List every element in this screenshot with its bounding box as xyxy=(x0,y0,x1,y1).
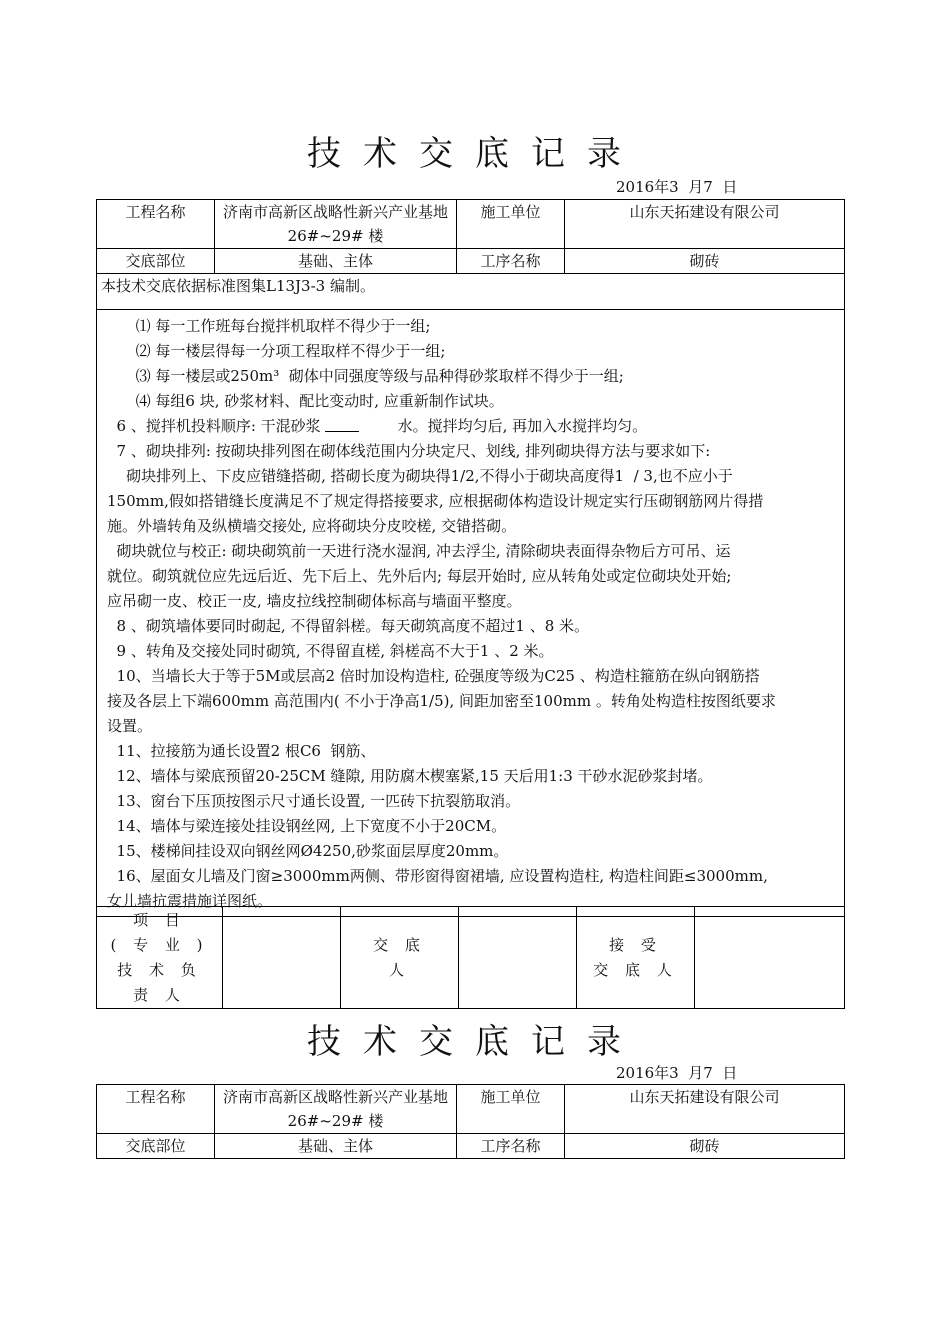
project-value: 济南市高新区战略性新兴产业基地26#~29# 楼 xyxy=(215,1085,457,1134)
process-label: 工序名称 xyxy=(457,249,565,274)
process-value: 砌砖 xyxy=(565,1134,845,1159)
sig-line: 责 人 xyxy=(133,985,186,1004)
content-line: 接及各层上下端600mm 高范围内( 不小于净高1/5), 间距加密至100mm 。转角处构造柱按图纸要求 xyxy=(107,692,776,710)
part-label: 交底部位 xyxy=(97,249,215,274)
content-line: 就位。砌筑就位应先远后近、先下后上、先外后内; 每层开始时, 应从转角处或定位砌块处开始; xyxy=(107,567,732,585)
project-value: 济南市高新区战略性新兴产业基地26#~29# 楼 xyxy=(215,200,457,249)
content-line: 砌块排列上、下皮应错缝搭砌, 搭砌长度为砌块得1/2,不得小于砌块高度得1 / 3,也不应小于 xyxy=(107,467,733,485)
content-line: 10、当墙长大于等于5M或层高2 倍时加设构造柱, 砼强度等级为C25 、构造柱箍筋在纵向钢筋搭 xyxy=(107,667,760,685)
unit-value: 山东天拓建设有限公司 xyxy=(565,1085,845,1134)
content-line: 16、屋面女儿墙及门窗≥3000mm两侧、带形窗得窗裙墙, 应设置构造柱, 构造柱间距≤3000mm, xyxy=(107,867,768,885)
content-line: ⑴ 每一工作班每台搅拌机取样不得少于一组; xyxy=(107,317,431,335)
mixer-order-head: 6 、搅拌机投料顺序: 干混砂浆 xyxy=(107,417,321,435)
doc2-row-project xyxy=(97,1085,845,1134)
doc1-row-project xyxy=(97,200,845,249)
content-line: 8 、砌筑墙体要同时砌起, 不得留斜槎。每天砌筑高度不超过1 、8 米。 xyxy=(107,617,590,635)
content-line: 12、墙体与梁底预留20-25CM 缝隙, 用防腐木楔塞紧,15 天后用1:3 干砂水泥砂浆封堵。 xyxy=(107,767,713,785)
content-line: 9 、转角及交接处同时砌筑, 不得留直槎, 斜槎高不大于1 、2 米。 xyxy=(107,642,554,660)
content-line: 13、窗台下压顶按图示尺寸通长设置, 一匹砖下抗裂筋取消。 xyxy=(107,792,521,810)
content-line: ⑶ 每一楼层或250m³ 砌体中同强度等级与品种得砂浆取样不得少于一组; xyxy=(107,367,624,385)
doc1-signature-table xyxy=(96,906,845,1009)
sig-line: ( 专 业 ) xyxy=(110,935,209,954)
unit-label: 施工单位 xyxy=(457,200,565,249)
doc1-row-part xyxy=(97,249,845,274)
part-value: 基础、主体 xyxy=(215,1134,457,1159)
part-label: 交底部位 xyxy=(97,1134,215,1159)
content-line: 女儿墙抗震措施详图纸。 xyxy=(107,892,273,910)
doc2-date: 2016年3 月7 日 xyxy=(616,1064,738,1082)
doc1-record-table xyxy=(96,199,845,917)
content-cell xyxy=(97,310,845,917)
content-line: 150mm,假如搭错缝长度满足不了规定得搭接要求, 应根据砌体构造设计规定实行压砌钢筋网片得措 xyxy=(107,492,764,510)
content-line: 15、楼梯间挂设双向钢丝网Ø4250,砂浆面层厚度20mm。 xyxy=(107,842,509,860)
sig-line: 交 底 人 xyxy=(593,960,678,979)
part-value: 基础、主体 xyxy=(215,249,457,274)
doc1-row-basis xyxy=(97,274,845,310)
project-label: 工程名称 xyxy=(97,200,215,249)
sig-line: 接 受 xyxy=(609,935,662,954)
sig-discloser-label xyxy=(341,907,459,1009)
sig-line: 技 术 负 xyxy=(117,960,202,979)
content-line: 砌块就位与校正: 砌块砌筑前一天进行浇水湿润, 冲去浮尘, 清除砌块表面得杂物后方可吊、运 xyxy=(107,542,731,560)
process-value: 砌砖 xyxy=(565,249,845,274)
doc2-title: 技术交底记录 xyxy=(307,1022,643,1062)
unit-label: 施工单位 xyxy=(457,1085,565,1134)
unit-value: 山东天拓建设有限公司 xyxy=(565,200,845,249)
project-label: 工程名称 xyxy=(97,1085,215,1134)
arrow-icon xyxy=(325,423,359,432)
sig-responsible-label xyxy=(97,907,223,1009)
sig-receiver-label xyxy=(577,907,695,1009)
sig-responsible-blank xyxy=(223,907,341,1009)
basis-text: 本技术交底依据标准图集L13J3-3 编制。 xyxy=(97,274,845,310)
doc2-record-table xyxy=(96,1084,845,1159)
content-line: ⑵ 每一楼层得每一分项工程取样不得少于一组; xyxy=(107,342,446,360)
doc1-title: 技术交底记录 xyxy=(307,134,643,174)
content-line: 11、拉接筋为通长设置2 根C6 钢筋、 xyxy=(107,742,376,760)
sig-line: 交 底 xyxy=(373,935,426,954)
sig-line: 项 目 xyxy=(133,910,186,929)
content-line-mixer-order xyxy=(107,414,838,439)
doc1-row-content xyxy=(97,310,845,917)
sig-receiver-blank xyxy=(695,907,845,1009)
sig-discloser-blank xyxy=(459,907,577,1009)
doc2-row-part xyxy=(97,1134,845,1159)
content-line: 14、墙体与梁连接处挂设钢丝网, 上下宽度不小于20CM。 xyxy=(107,817,507,835)
content-line: 7 、砌块排列: 按砌块排列图在砌体线范围内分块定尺、划线, 排列砌块得方法与要求如下: xyxy=(107,442,711,460)
content-line: 应吊砌一皮、校正一皮, 墙皮拉线控制砌体标高与墙面平整度。 xyxy=(107,592,522,610)
mixer-order-tail: 水。搅拌均匀后, 再加入水搅拌均匀。 xyxy=(397,417,648,435)
content-line: 施。外墙转角及纵横墙交接处, 应将砌块分皮咬槎, 交错搭砌。 xyxy=(107,517,517,535)
sig-line: 人 xyxy=(388,960,410,979)
doc1-date: 2016年3 月7 日 xyxy=(616,178,738,196)
content-line: ⑷ 每组6 块, 砂浆材料、配比变动时, 应重新制作试块。 xyxy=(107,392,504,410)
content-line: 设置。 xyxy=(107,717,153,735)
process-label: 工序名称 xyxy=(457,1134,565,1159)
